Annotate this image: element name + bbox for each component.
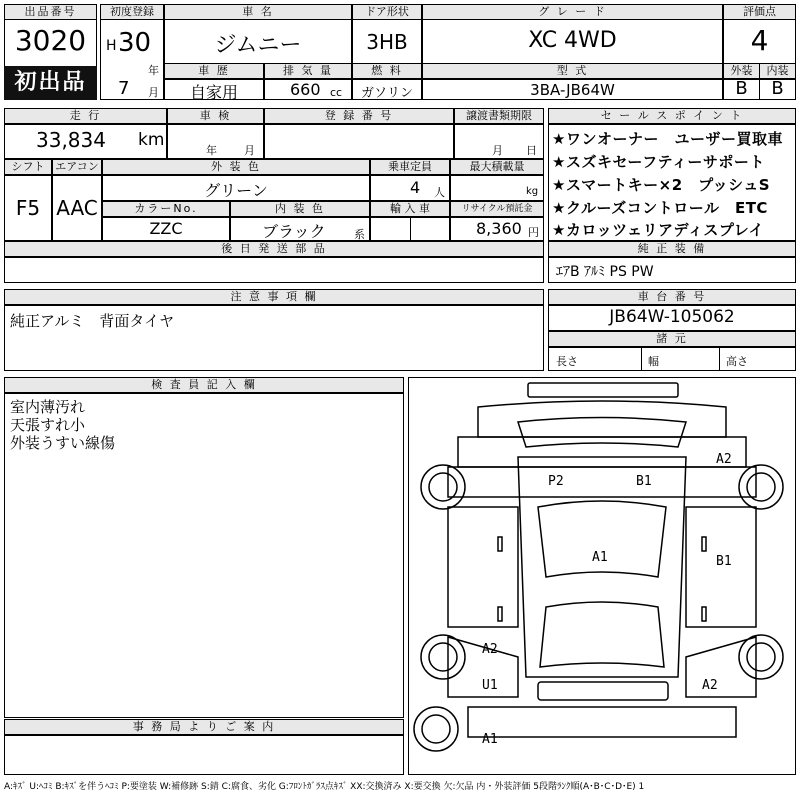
shaken-month-unit: 月 [244, 144, 255, 157]
int-label: 内装 [759, 63, 796, 79]
reg-label: 初度登録 [100, 4, 164, 20]
name-label: 車 名 [164, 4, 352, 20]
inspector-note: 天張すれ小 [10, 416, 86, 434]
reg-year-unit: 年 [148, 64, 159, 77]
shaken-year-unit: 年 [206, 144, 217, 157]
load-unit: kg [526, 186, 539, 197]
later-parts-box [4, 257, 544, 283]
capacity: 4 [410, 178, 421, 197]
displacement-unit: cc [330, 86, 343, 99]
damage-mark: A2 [716, 452, 732, 467]
reg-era: H [106, 38, 117, 54]
shaken-label: 車 検 [167, 108, 264, 124]
color: グリーン [204, 181, 268, 200]
legend: A:ｷｽﾞ U:ﾍｺﾐ B:ｷｽﾞを伴うﾍｺﾐ P:要塗装 W:補修跡 S:錆 C:腐食、劣化 G:ﾌﾛﾝﾄｶﾞﾗｽ点ｷｽﾞ XX:交換済み X:要交換 欠:欠品 内・外装評価 5段階ﾗﾝｸ順(A･B･C･D･E) 1 [4, 782, 645, 792]
caution: 純正アルミ 背面タイヤ [10, 312, 175, 330]
ac-label: エアコン [52, 159, 102, 175]
reg-month: 7 [118, 78, 130, 99]
recycle: 8,360 [476, 219, 522, 238]
first-listing-badge: 初出品 [4, 66, 97, 100]
damage-mark: A2 [482, 642, 498, 657]
regno-label: 登 録 番 号 [264, 108, 454, 124]
dims-label: 諸 元 [548, 331, 796, 347]
capacity-label: 乗車定員 [370, 159, 450, 175]
history-label: 車 歴 [164, 63, 264, 79]
inspector-note: 室内薄汚れ [10, 398, 86, 416]
score: 4 [750, 24, 769, 57]
caution-label: 注 意 事 項 欄 [4, 289, 544, 305]
damage-mark: P2 [548, 474, 564, 489]
dims-height: 高さ [726, 355, 748, 368]
colorno-label: カラーNo. [102, 201, 230, 217]
intcolor: ブラック [262, 222, 326, 241]
office-label: 事 務 局 よ り ご 案 内 [4, 719, 404, 735]
sales-point: ★クルーズコントロール ETC [552, 199, 768, 217]
history: 自家用 [189, 83, 238, 102]
office-box [4, 735, 404, 775]
damage-mark: A1 [592, 550, 608, 565]
door-label: ドア形状 [352, 4, 422, 20]
damage-mark: B1 [636, 474, 652, 489]
recycle-unit: 円 [528, 226, 539, 239]
sales-point: ★スマートキー×2 プッシュS [552, 176, 771, 194]
shift: F5 [15, 196, 41, 220]
displacement-label: 排 気 量 [264, 63, 352, 79]
chassis-number: JB64W-105062 [609, 307, 735, 327]
import-label: 輸 入 車 [370, 201, 450, 217]
ext-label: 外装 [723, 63, 760, 79]
inspector-note: 外装うすい線傷 [10, 434, 116, 452]
mileage-unit: km [138, 130, 165, 150]
fuel: ガソリン [360, 86, 413, 101]
transfer-label: 譲渡書類期限 [454, 108, 544, 124]
damage-mark: A1 [482, 732, 498, 747]
grade-label: グ レ ー ド [422, 4, 723, 20]
inspector-label: 検 査 員 記 入 欄 [4, 377, 404, 393]
intcolor-label: 内 装 色 [230, 201, 370, 217]
damage-mark: A2 [702, 678, 718, 693]
color-label: 外 装 色 [102, 159, 370, 175]
equip-label: 純 正 装 備 [548, 241, 796, 257]
intcolor-unit: 系 [354, 228, 365, 241]
recycle-label: リサイクル預託金 [450, 201, 544, 217]
colorno: ZZC [149, 219, 183, 238]
car-name: ジムニー [214, 33, 302, 58]
dims-div-1 [641, 347, 642, 371]
load-label: 最大積載量 [450, 159, 544, 175]
dims-length: 長さ [556, 355, 578, 368]
mileage: 33,834 [36, 128, 106, 152]
ext-grade: B [735, 78, 748, 99]
lot-number: 3020 [14, 24, 87, 57]
chassis-label: 車 台 番 号 [548, 289, 796, 305]
door-type: 3HB [366, 30, 408, 54]
int-grade: B [771, 78, 784, 99]
model-label: 型 式 [422, 63, 723, 79]
transfer-month: 月 [492, 144, 503, 157]
score-label: 評価点 [723, 4, 796, 20]
damage-mark: B1 [716, 554, 732, 569]
car-diagram [408, 377, 796, 775]
transfer-day: 日 [526, 144, 537, 157]
later-parts-label: 後 日 発 送 部 品 [4, 241, 544, 257]
fuel-label: 燃 料 [352, 63, 422, 79]
dims-div-2 [719, 347, 720, 371]
dims-width: 幅 [648, 355, 659, 368]
dims-box [548, 347, 796, 371]
shift-label: シフト [4, 159, 52, 175]
regno-box [264, 124, 454, 159]
reg-year: 30 [118, 28, 152, 58]
capacity-unit: 人 [434, 186, 445, 199]
import-divider [410, 217, 411, 241]
sales-point: ★カロッツェリアディスプレイ [552, 221, 764, 239]
equip: ｴｱB ｱﾙﾐ PS PW [556, 264, 654, 280]
ac: AAC [56, 196, 98, 220]
lot-label: 出品番号 [4, 4, 97, 20]
sales-point: ★スズキセーフティーサポート [552, 153, 765, 171]
sales-label: セ ー ル ス ポ イ ン ト [548, 108, 796, 124]
model: 3BA-JB64W [530, 81, 615, 99]
mileage-label: 走 行 [4, 108, 167, 124]
reg-month-unit: 月 [148, 86, 159, 99]
sales-point: ★ワンオーナー ユーザー買取車 [552, 130, 783, 148]
damage-mark: U1 [482, 678, 498, 693]
displacement: 660 [290, 80, 321, 99]
grade: XC 4WD [528, 28, 617, 53]
